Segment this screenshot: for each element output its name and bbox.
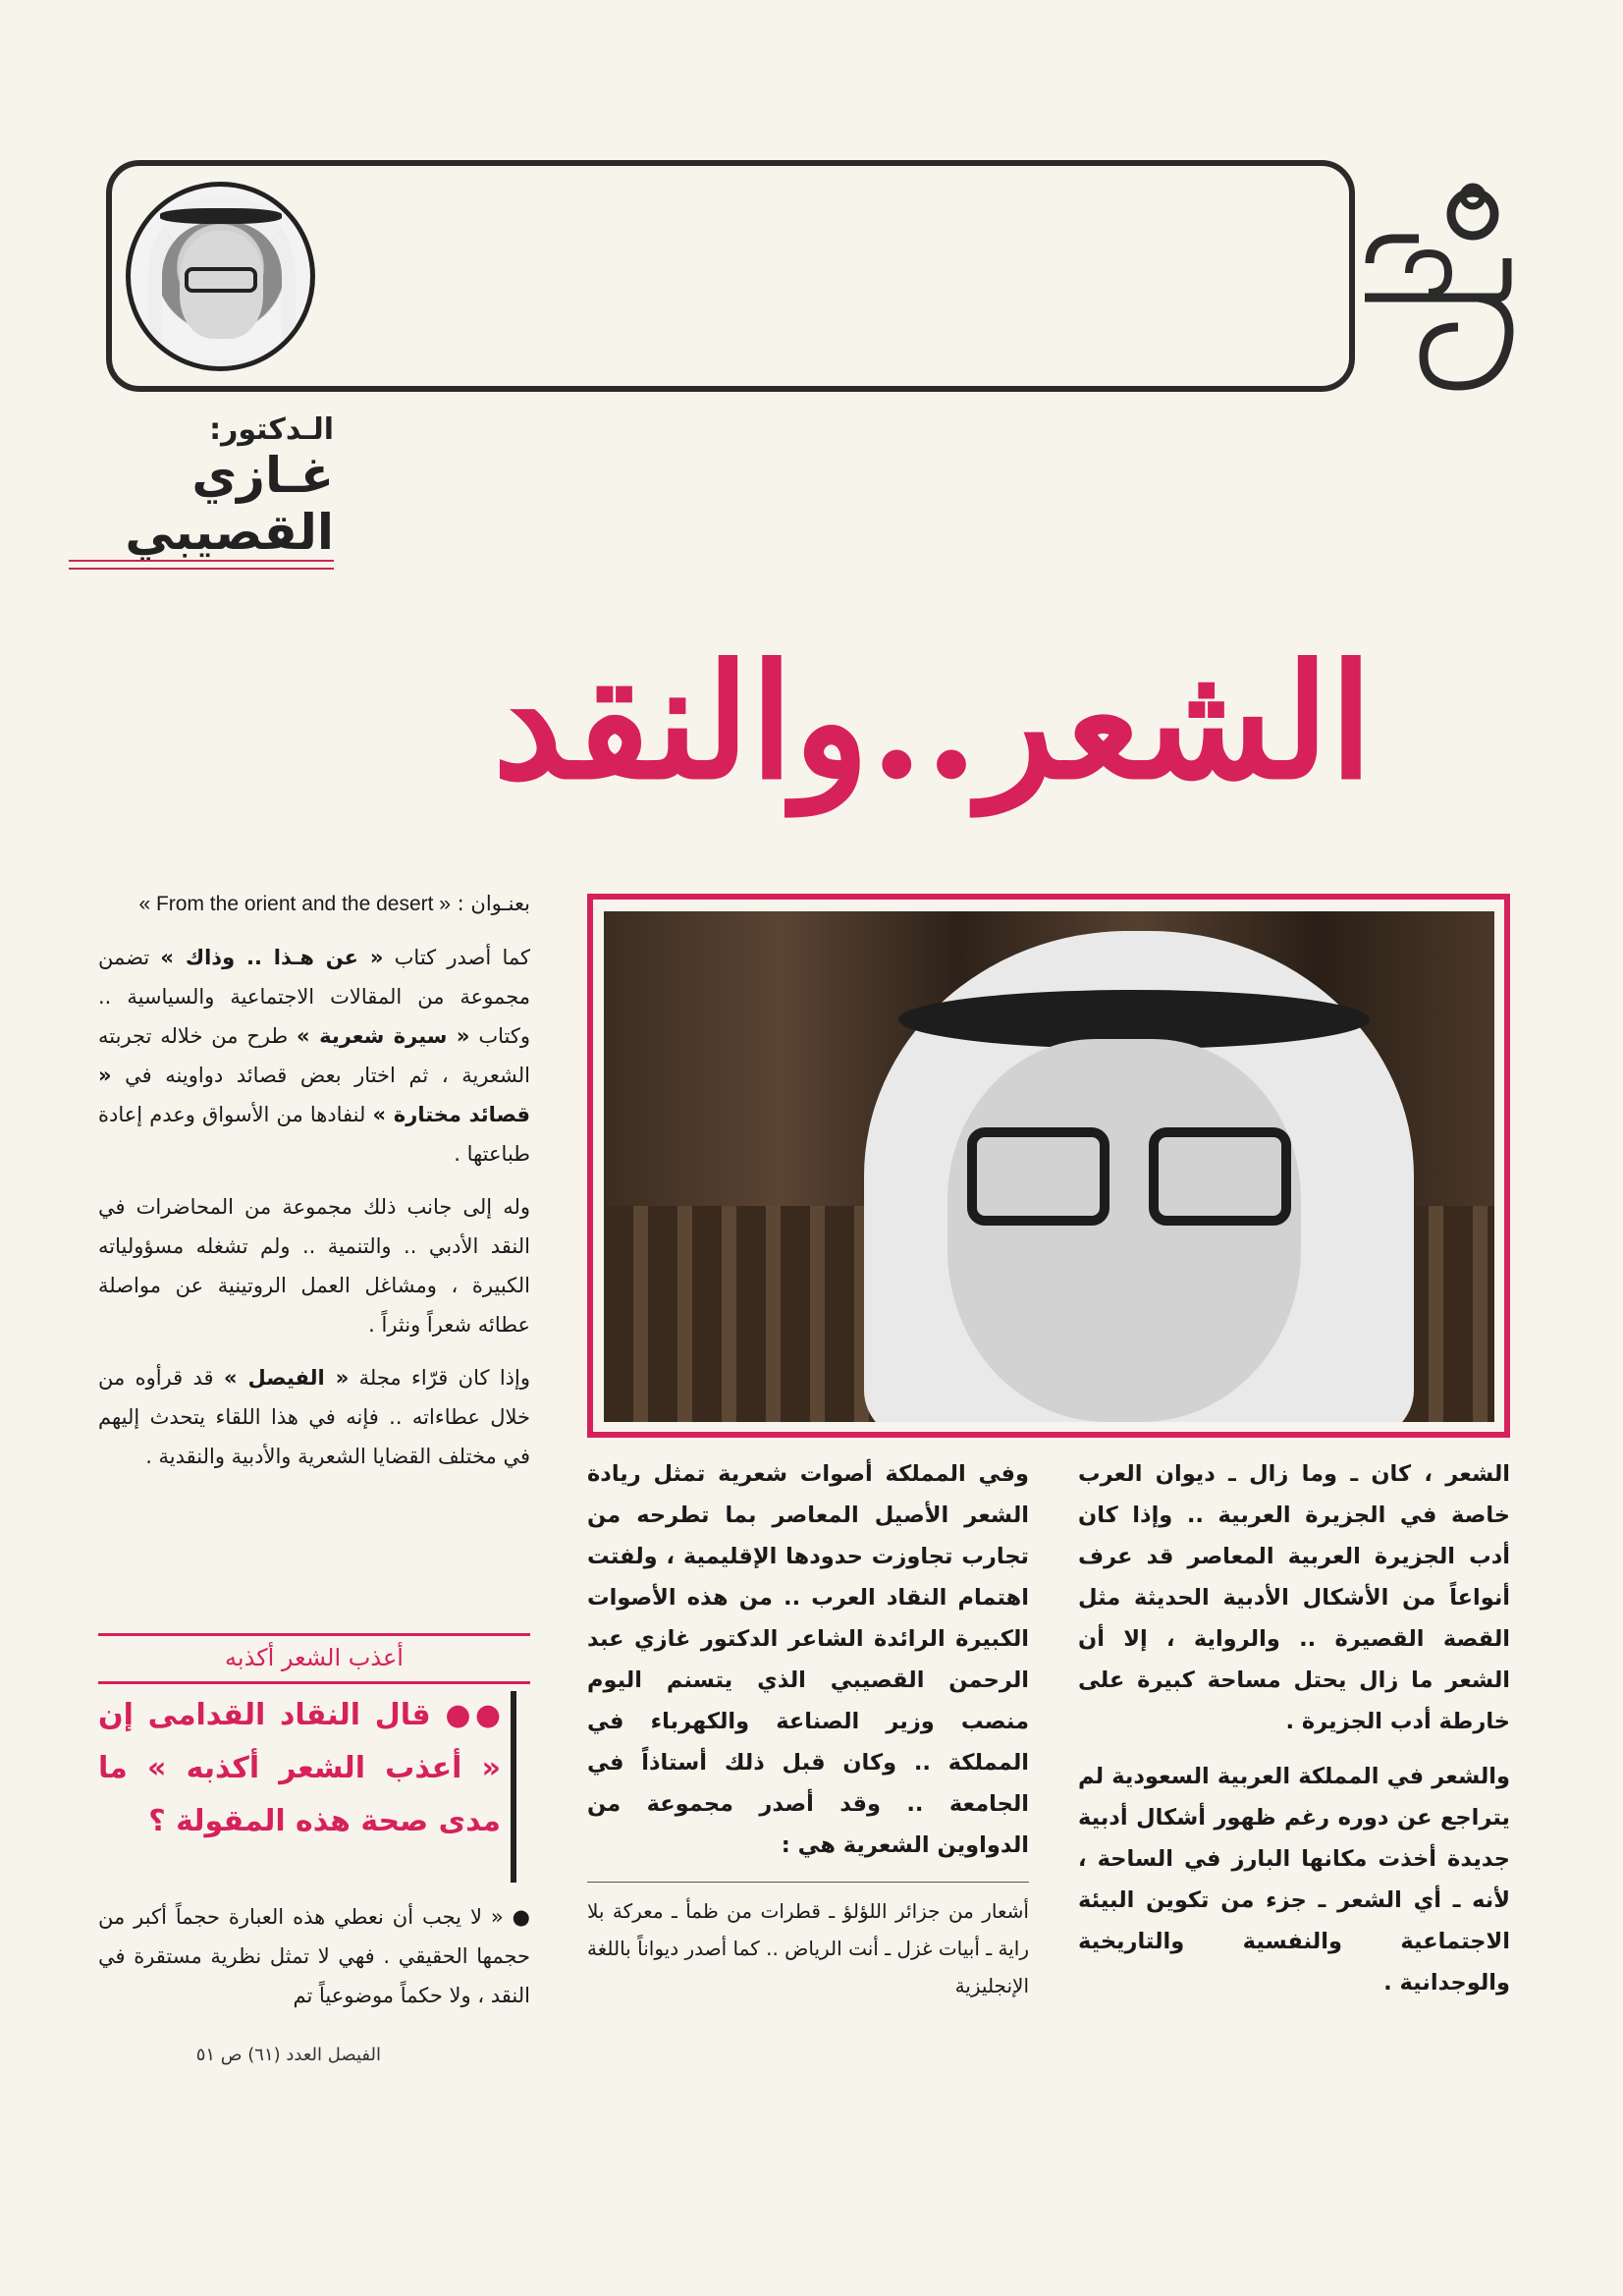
glasses bbox=[185, 267, 257, 293]
paragraph bbox=[98, 1358, 530, 1476]
author-photo bbox=[604, 911, 1494, 1422]
page-footer: الفيصل العدد (٦١) ص ٥١ bbox=[195, 2045, 381, 2065]
paragraph: وله إلى جانب ذلك مجموعة من المحاضرات في النقد الأدبي .. والتنمية .. ولم تشغله مسؤولياته الكبيرة ، ومشاغل العمل الروتينية عن مواصلة عطائه شعراً ونثراً . bbox=[98, 1195, 530, 1337]
text-run: وإذا كان قرّاء مجلة bbox=[358, 1366, 530, 1390]
author-last-name: القصيبي bbox=[125, 504, 334, 561]
author-prefix: الـدكتور: bbox=[209, 412, 334, 447]
section-logo-icon bbox=[1350, 165, 1522, 401]
paragraph: والشعر في المملكة العربية السعودية لم يتراجع عن دوره رغم ظهور أشكال أدبية جديدة أخذت مكانها البارز في الساحة ، لأنه ـ أي الشعر ـ جزء من تكوين البيئة الاجتماعية والنفسية والتاريخية والوجدانية . bbox=[1078, 1764, 1510, 1995]
book-title: « قصائد مختارة » bbox=[98, 1064, 530, 1126]
agal-band bbox=[160, 208, 282, 224]
middle-column bbox=[587, 1453, 1029, 2018]
book-title: « عن هـذا .. وذاك » bbox=[160, 946, 384, 969]
glasses bbox=[967, 1127, 1291, 1226]
article-title: الشعر..والنقد bbox=[492, 629, 1374, 814]
face bbox=[947, 1039, 1301, 1422]
subheading: أعذب الشعر أكذبه bbox=[98, 1633, 530, 1684]
author-underline bbox=[69, 560, 334, 570]
paragraph bbox=[98, 884, 530, 924]
paragraph: أشعار من جزائر اللؤلؤ ـ قطرات من ظمأ ـ معركة بلا راية ـ أبيات غزل ـ أنت الرياض .. كما أصدر ديواناً باللغة الإنجليزية bbox=[587, 1899, 1029, 1997]
magazine-name: « الفيصل » bbox=[223, 1366, 350, 1390]
paragraph: وفي المملكة أصوات شعرية تمثل ريادة الشعر الأصيل المعاصر بما تطرحه من تجارب تجاوزت حدودها الإقليمية ، ولفتت اهتمام النقاد العرب .. من هذه الأصوات الكبيرة الرائدة الشاعر الدكتور غازي عبد الرحمن القصيبي الذي يتسنم اليوم منصب وزير الصناعة والكهرباء في المملكة .. وكان قبل ذلك أستاذاً في الجامعة .. وقد أصدر مجموعة من الدواوين الشعرية هي : bbox=[587, 1461, 1029, 1858]
interview-question: ●● قال النقاد القدامى إن « أعذب الشعر أكذبه » ما مدى صحة هذه المقولة ؟ bbox=[98, 1698, 501, 1838]
text-run: بعنـوان : bbox=[457, 892, 530, 915]
text-run: طرح من خلاله تجربته الشعرية ، ثم اختار بعض قصائد دواوينه في bbox=[98, 1024, 530, 1087]
author-first-name: غـازي bbox=[191, 447, 334, 504]
paragraph bbox=[98, 938, 530, 1174]
text-run: كما أصدر كتاب bbox=[394, 946, 530, 969]
left-column bbox=[98, 884, 530, 1490]
text-run: لنفادها من الأسواق وعدم إعادة طباعتها . bbox=[98, 1103, 530, 1166]
interview-answer: ● « لا يجب أن نعطي هذه العبارة حجماً أكبر من حجمها الحقيقي . فهي لا تمثل نظرية مستقرة في النقد ، ولا حكماً موضوعياً تم bbox=[98, 1905, 530, 2007]
text-run: قد قرأوه من خلال عطاءاته .. فإنه في هذا اللقاء يتحدث إليهم في مختلف القضايا الشعرية والأدبية والنقدية . bbox=[98, 1366, 530, 1468]
text-run: تضمن مجموعة من المقالات الاجتماعية والسياسية .. وكتاب bbox=[98, 946, 530, 1048]
author-name bbox=[59, 412, 334, 561]
right-column bbox=[1078, 1453, 1510, 2017]
divider bbox=[587, 1882, 1029, 1883]
book-title: « سيرة شعرية » bbox=[297, 1024, 470, 1048]
english-title: « From the orient and the desert » bbox=[138, 893, 451, 915]
question-bar bbox=[511, 1691, 516, 1883]
paragraph: الشعر ، كان ـ وما زال ـ ديوان العرب خاصة في الجزيرة العربية .. وإذا كان أدب الجزيرة العربية المعاصر قد عرف أنواعاً من الأشكال الأدبية الحديثة مثل القصة القصيرة .. والرواية ، إلا أن الشعر ما زال يحتل مساحة كبيرة على خارطة أدب الجزيرة . bbox=[1078, 1461, 1510, 1734]
author-portrait-small bbox=[126, 182, 315, 371]
